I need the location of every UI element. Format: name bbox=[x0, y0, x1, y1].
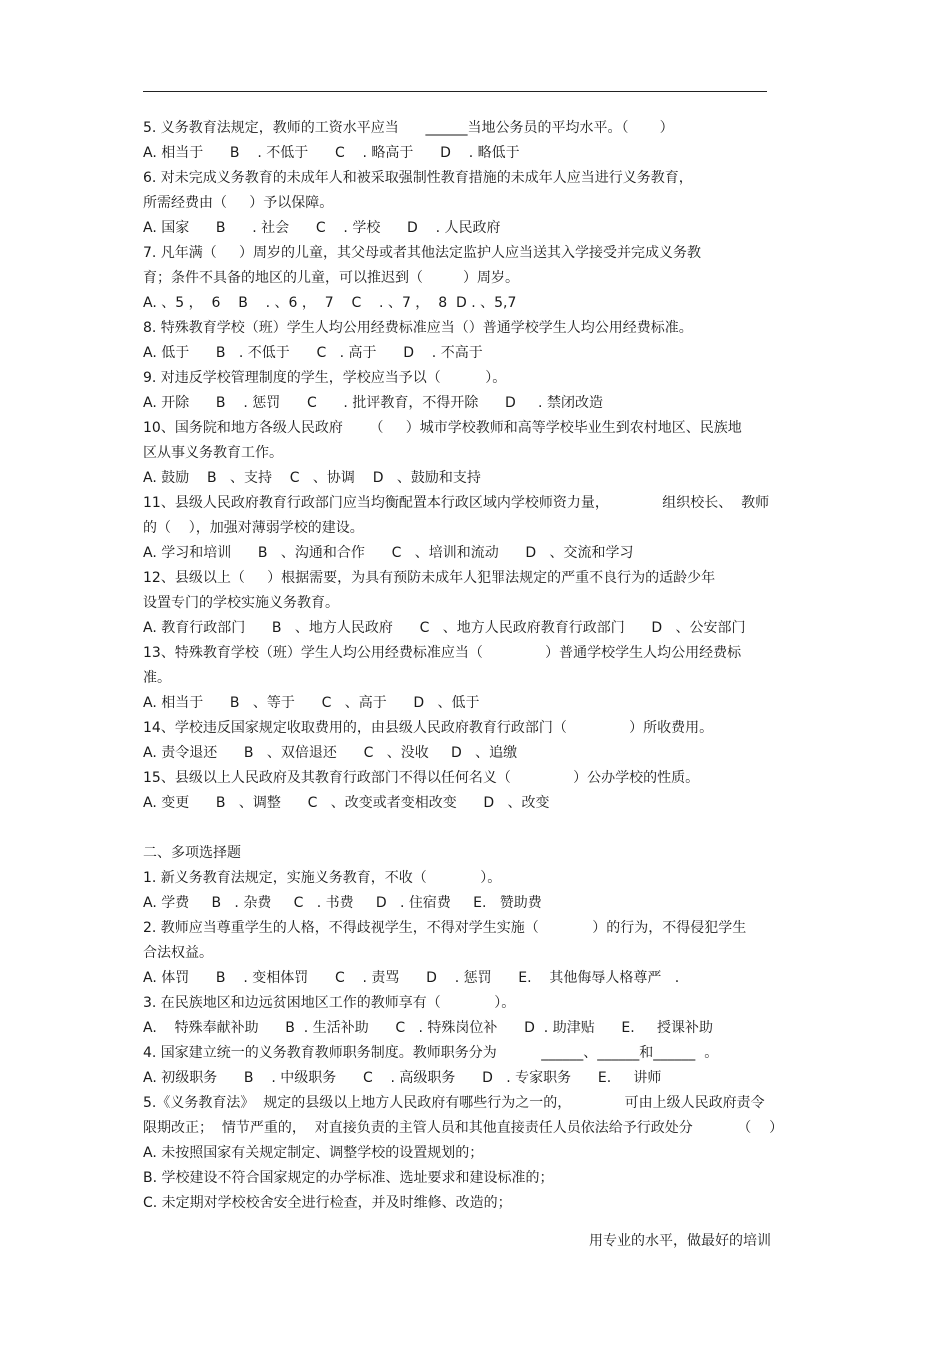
text-line: 2. 教师应当尊重学生的人格，不得歧视学生，不得对学生实施（ ）的行为，不得侵犯学生 bbox=[143, 920, 747, 936]
text-line: A. 相当于 B 、等于 C 、高于 D 、低于 bbox=[143, 695, 480, 711]
text-line: 14、学校违反国家规定收取费用的，由县级人民政府教育行政部门（ ）所收费用。 bbox=[143, 720, 714, 736]
header-rule bbox=[143, 91, 767, 92]
text-line: 12、县级以上（ ）根据需要，为具有预防未成年人犯罪法规定的严重不良行为的适龄少年 bbox=[143, 570, 716, 586]
text-line: 1. 新义务教育法规定，实施义务教育，不收（ ）。 bbox=[143, 870, 502, 886]
text-line: 7. 凡年满（ ）周岁的儿童，其父母或者其他法定监护人应当送其入学接受并完成义务教 bbox=[143, 245, 702, 261]
text-line: A. 教育行政部门 B 、地方人民政府 C 、地方人民政府教育行政部门 D 、公安部门 bbox=[143, 620, 746, 636]
text-line: 区从事义务教育工作。 bbox=[143, 445, 283, 461]
text-line: A. 低于 B . 不低于 C . 高于 D . 不高于 bbox=[143, 345, 483, 361]
text-line: 设置专门的学校实施义务教育。 bbox=[143, 595, 339, 611]
text-line: A. 学费 B . 杂费 C . 书费 D . 住宿费 E. 赞助费 bbox=[143, 895, 542, 911]
text-line: 8. 特殊教育学校（班）学生人均公用经费标准应当（）普通学校学生人均公用经费标准。 bbox=[143, 320, 693, 336]
text-line: B. 学校建设不符合国家规定的办学标准、选址要求和建设标准的； bbox=[143, 1170, 554, 1186]
text-line: 育；条件不具备的地区的儿童，可以推迟到（ ）周岁。 bbox=[143, 270, 520, 286]
text-line: A. 体罚 B . 变相体罚 C . 责骂 D . 惩罚 E. 其他侮辱人格尊严 . bbox=[143, 970, 680, 986]
text-line: C. 未定期对学校校舍安全进行检查，并及时维修、改造的； bbox=[143, 1195, 512, 1211]
text-line: 10、国务院和地方各级人民政府 （ ）城市学校教师和高等学校毕业生到农村地区、民族地 bbox=[143, 420, 742, 436]
text-line: 3. 在民族地区和边远贫困地区工作的教师享有（ ）。 bbox=[143, 995, 516, 1011]
text-line: 5.《义务教育法》 规定的县级以上地方人民政府有哪些行为之一的， 可由上级人民政府责令 bbox=[143, 1095, 765, 1111]
text-line: 9. 对违反学校管理制度的学生，学校应当予以（ ）。 bbox=[143, 370, 507, 386]
document-body bbox=[143, 116, 813, 1216]
text-line: A. 变更 B 、调整 C 、改变或者变相改变 D 、改变 bbox=[143, 795, 550, 811]
text-line: 准。 bbox=[143, 670, 171, 686]
text-line: 的（ ），加强对薄弱学校的建设。 bbox=[143, 520, 364, 536]
text-line: 限期改正； 情节严重的， 对直接负责的主管人员和其他直接责任人员依法给予行政处分 （ ） bbox=[143, 1120, 784, 1136]
text-line: 合法权益。 bbox=[143, 945, 213, 961]
text-line: 4. 国家建立统一的义务教育教师职务制度。教师职务分为 ______、______和______ 。 bbox=[143, 1045, 719, 1061]
text-line: 5. 义务教育法规定，教师的工资水平应当 ______当地公务员的平均水平。（ ） bbox=[143, 120, 674, 136]
text-line: A. 相当于 B . 不低于 C . 略高于 D . 略低于 bbox=[143, 145, 520, 161]
page-footer: 用专业的水平，做最好的培训 bbox=[589, 1233, 771, 1249]
text-line: A. 国家 B . 社会 C . 学校 D . 人民政府 bbox=[143, 220, 501, 236]
text-line: A. 初级职务 B . 中级职务 C . 高级职务 D . 专家职务 E. 讲师 bbox=[143, 1070, 662, 1086]
text-line: A. 特殊奉献补助 B . 生活补助 C . 特殊岗位补 D . 助津贴 E. 授课补助 bbox=[143, 1020, 713, 1036]
text-line: 11、县级人民政府教育行政部门应当均衡配置本行政区域内学校师资力量， 组织校长、 教师 bbox=[143, 495, 770, 511]
text-line: A. 鼓励 B 、支持 C 、协调 D 、鼓励和支持 bbox=[143, 470, 481, 486]
text-line: A. 学习和培训 B 、沟通和合作 C 、培训和流动 D 、交流和学习 bbox=[143, 545, 634, 561]
section-heading: 二、多项选择题 bbox=[143, 845, 241, 861]
text-line bbox=[143, 816, 813, 841]
text-line: A. 未按照国家有关规定制定、调整学校的设置规划的； bbox=[143, 1145, 484, 1161]
text-line: 所需经费由（ ）予以保障。 bbox=[143, 195, 334, 211]
text-line: A. 责令退还 B 、双倍退还 C 、没收 D 、追缴 bbox=[143, 745, 518, 761]
text-line: 15、县级以上人民政府及其教育行政部门不得以任何名义（ ）公办学校的性质。 bbox=[143, 770, 700, 786]
text-line: A. 开除 B . 惩罚 C . 批评教育，不得开除 D . 禁闭改造 bbox=[143, 395, 603, 411]
text-line: 6. 对未完成义务教育的未成年人和被采取强制性教育措施的未成年人应当进行义务教育， bbox=[143, 170, 693, 186]
text-line: A. 、5 ， 6 B . 、6 ， 7 C . 、7 ， 8 D . 、5,7 bbox=[143, 295, 517, 311]
text-line: 13、特殊教育学校（班）学生人均公用经费标准应当（ ）普通学校学生人均公用经费标 bbox=[143, 645, 742, 661]
